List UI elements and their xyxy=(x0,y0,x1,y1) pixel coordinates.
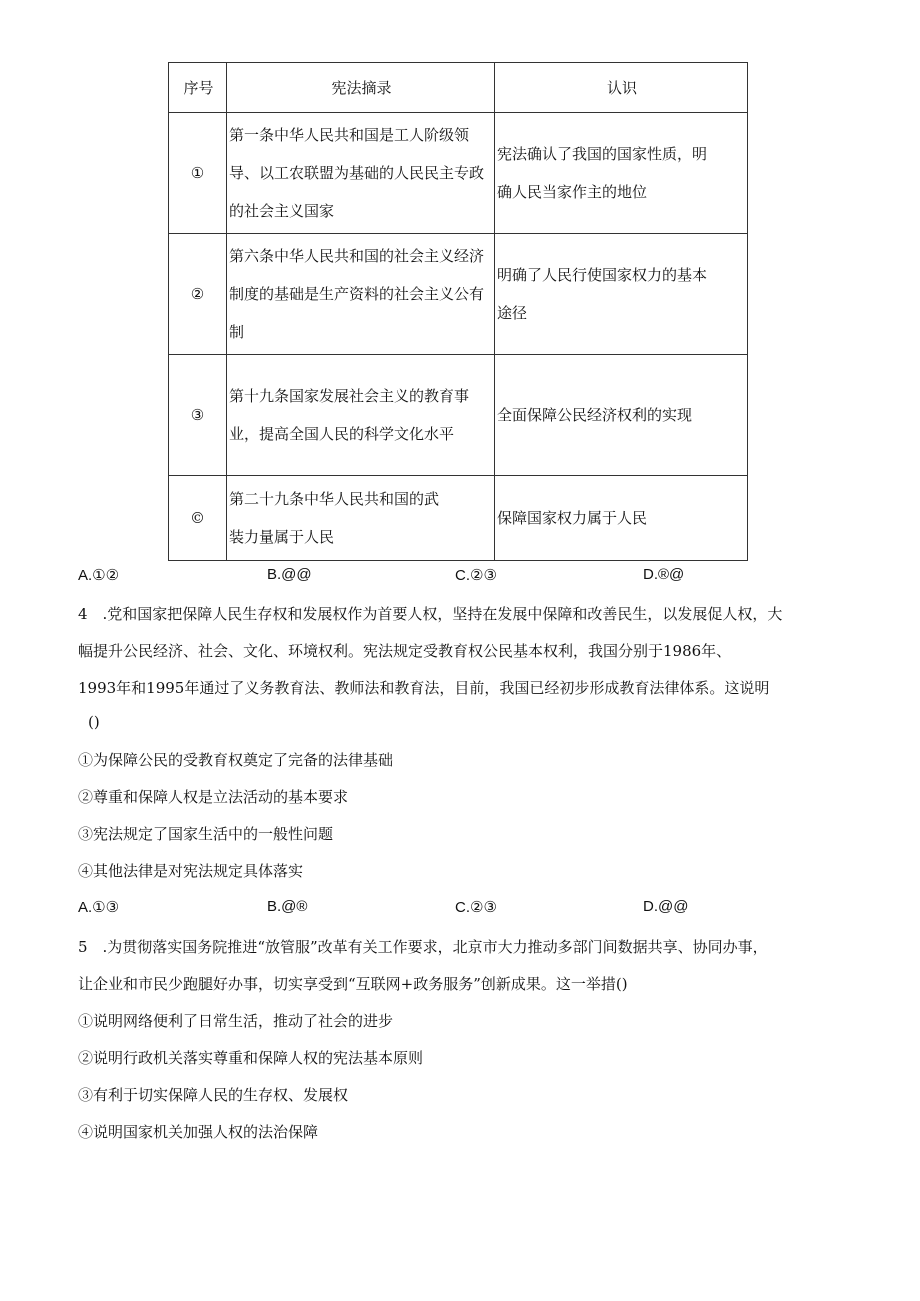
table-row xyxy=(169,476,748,561)
row-view: 明确了人民行使国家权力的基本 途径 xyxy=(495,234,748,355)
q5-statement: ①说明网络便利了日常生活，推动了社会的进步 xyxy=(78,1012,394,1030)
row-view: 宪法确认了我国的国家性质，明 确人民当家作主的地位 xyxy=(495,113,748,234)
q5-statement: ③有利于切实保障人民的生存权、发展权 xyxy=(78,1086,349,1104)
q4-statement: ②尊重和保障人权是立法活动的基本要求 xyxy=(78,788,349,806)
row-excerpt: 第六条中华人民共和国的社会主义经济 制度的基础是生产资料的社会主义公有 制 xyxy=(227,234,495,355)
q4-statement: ①为保障公民的受教育权奠定了完备的法律基础 xyxy=(78,751,394,769)
row-number: ① xyxy=(169,113,227,234)
q4-stem-line: 幅提升公民经济、社会、文化、环境权利。宪法规定受教育权公民基本权利，我国分别于1986年、 xyxy=(78,642,732,660)
q4-options xyxy=(78,898,838,918)
q3-option-c[interactable]: C.②③ xyxy=(455,567,497,584)
row-view: 保障国家权力属于人民 xyxy=(495,476,748,561)
table-header-row xyxy=(169,63,748,113)
table-row xyxy=(169,113,748,234)
row-number: © xyxy=(169,476,227,561)
q5-stem-line: 让企业和市民少跑腿好办事，切实享受到“互联网+政务服务”创新成果。这一举措() xyxy=(78,975,628,993)
row-excerpt: 第十九条国家发展社会主义的教育事 业，提高全国人民的科学文化水平 xyxy=(227,355,495,476)
q4-statement: ③宪法规定了国家生活中的一般性问题 xyxy=(78,825,334,843)
q3-option-a[interactable]: A.①② xyxy=(78,567,120,584)
q3-option-b[interactable]: B.@@ xyxy=(267,566,312,583)
q4-option-b[interactable]: B.@® xyxy=(267,898,308,915)
row-number: ② xyxy=(169,234,227,355)
row-view: 全面保障公民经济权利的实现 xyxy=(495,355,748,476)
q4-stem-line: 4 .党和国家把保障人民生存权和发展权作为首要人权，坚持在发展中保障和改善民生，以发展促人权，大 xyxy=(78,605,783,623)
row-excerpt: 第一条中华人民共和国是工人阶级领 导、以工农联盟为基础的人民民主专政 的社会主义国家 xyxy=(227,113,495,234)
q3-option-d[interactable]: D.®@ xyxy=(643,566,685,583)
q4-answer-blank: () xyxy=(88,713,100,731)
q4-option-c[interactable]: C.②③ xyxy=(455,899,497,916)
q5-statement: ②说明行政机关落实尊重和保障人权的宪法基本原则 xyxy=(78,1049,424,1067)
q3-options xyxy=(78,566,838,586)
row-excerpt: 第二十九条中华人民共和国的武 装力量属于人民 xyxy=(227,476,495,561)
table-row xyxy=(169,234,748,355)
q4-stem-line: 1993年和1995年通过了义务教育法、教师法和教育法，目前，我国已经初步形成教育法律体系。这说明 xyxy=(78,679,770,697)
q5-stem-line: 5 .为贯彻落实国务院推进“放管服”改革有关工作要求，北京市大力推动多部门间数据共享、协同办事， xyxy=(78,938,768,956)
q4-option-a[interactable]: A.①③ xyxy=(78,899,120,916)
header-excerpt: 宪法摘录 xyxy=(227,63,495,113)
constitution-table xyxy=(168,62,748,561)
header-view: 认识 xyxy=(495,63,748,113)
row-number: ③ xyxy=(169,355,227,476)
table-row xyxy=(169,355,748,476)
q4-option-d[interactable]: D.@@ xyxy=(643,898,689,915)
header-number: 序号 xyxy=(169,63,227,113)
q4-statement: ④其他法律是对宪法规定具体落实 xyxy=(78,862,304,880)
q5-statement: ④说明国家机关加强人权的法治保障 xyxy=(78,1123,319,1141)
